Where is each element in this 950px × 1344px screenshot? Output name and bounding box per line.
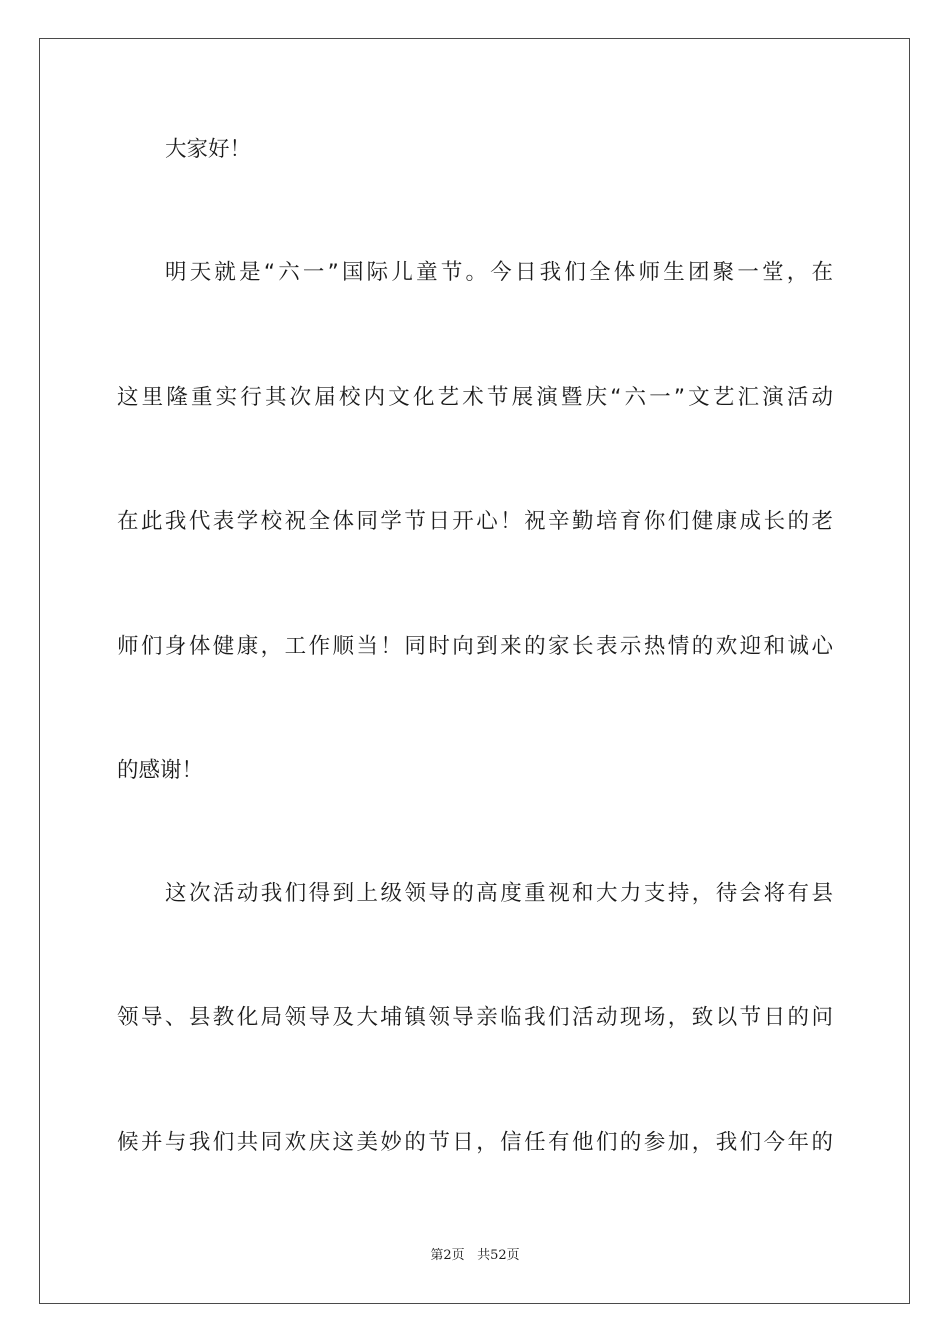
text-line: 明天就是“六一”国际儿童节。今日我们全体师生团聚一堂，在 (165, 260, 833, 285)
text-line: 领导、县教化局领导及大埔镇领导亲临我们活动现场，致以节日的问 (117, 1005, 833, 1030)
text-line: 这里隆重实行其次届校内文化艺术节展演暨庆“六一”文艺汇演活动 (117, 385, 833, 410)
text-line: 的感谢！ (117, 758, 204, 783)
text-line: 在此我代表学校祝全体同学节日开心！祝辛勤培育你们健康成长的老 (117, 509, 833, 534)
page-frame (39, 38, 910, 1304)
page-total: 共52页 (477, 1248, 520, 1263)
text-line: 这次活动我们得到上级领导的高度重视和大力支持，待会将有县 (165, 881, 833, 906)
page-footer (0, 1247, 950, 1265)
text-line-greeting: 大家好！ (165, 137, 252, 162)
text-line: 师们身体健康，工作顺当！同时向到来的家长表示热情的欢迎和诚心 (117, 634, 833, 659)
page-number: 第2页 (430, 1248, 465, 1263)
text-line: 候并与我们共同欢庆这美妙的节日，信任有他们的参加，我们今年的 (117, 1130, 833, 1155)
